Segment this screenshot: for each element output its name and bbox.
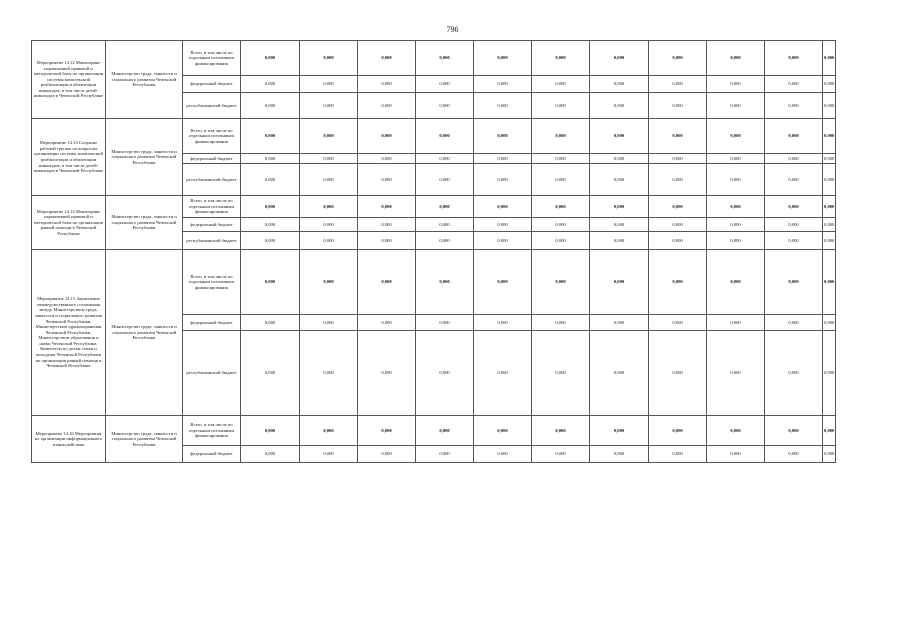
- amount-cell: 0,000: [532, 331, 590, 416]
- amount-cell: 0,000: [590, 154, 649, 164]
- amount-cell: 0,000: [707, 93, 765, 119]
- amount-cell: 0,000: [649, 315, 707, 331]
- amount-cell: 0,000: [707, 331, 765, 416]
- amount-cell: 0,000: [532, 154, 590, 164]
- amount-cell: 0,000: [474, 119, 532, 154]
- funding-source: федеральный бюджет: [183, 218, 241, 232]
- amount-cell: 0,000: [823, 93, 836, 119]
- amount-cell: 0,000: [707, 232, 765, 250]
- amount-cell: 0,000: [590, 331, 649, 416]
- table-row: [32, 196, 836, 218]
- amount-cell: 0,000: [532, 196, 590, 218]
- amount-cell: 0,000: [532, 164, 590, 196]
- amount-cell: 0,000: [707, 446, 765, 463]
- amount-cell: 0,000: [474, 250, 532, 315]
- measure-title: Мероприятие 14.14 Мониторинг нормативной правовой и методической базы по организации ранней помощи в Чеченской Республике: [32, 196, 106, 250]
- amount-cell: 0,000: [474, 154, 532, 164]
- amount-cell: 0,000: [300, 154, 358, 164]
- amount-cell: 0,000: [300, 416, 358, 446]
- amount-cell: 0,000: [241, 196, 300, 218]
- amount-cell: 0,000: [416, 315, 474, 331]
- amount-cell: 0,000: [649, 416, 707, 446]
- amount-cell: 0,000: [241, 446, 300, 463]
- funding-source: федеральный бюджет: [183, 446, 241, 463]
- amount-cell: 0,000: [765, 119, 823, 154]
- funding-source: Всего, в том числе по отдельным источникам финансирования: [183, 41, 241, 76]
- amount-cell: 0,000: [416, 76, 474, 93]
- amount-cell: 0,000: [358, 250, 416, 315]
- amount-cell: 0,000: [590, 232, 649, 250]
- amount-cell: 0,000: [300, 93, 358, 119]
- amount-cell: 0,000: [300, 41, 358, 76]
- amount-cell: 0,000: [416, 232, 474, 250]
- amount-cell: 0,000: [707, 315, 765, 331]
- amount-cell: 0,000: [649, 164, 707, 196]
- amount-cell: 0,000: [474, 331, 532, 416]
- amount-cell: 0,000: [765, 164, 823, 196]
- amount-cell: 0,000: [358, 76, 416, 93]
- amount-cell: 0,000: [474, 218, 532, 232]
- amount-cell: 0,000: [765, 196, 823, 218]
- amount-cell: 0,000: [474, 232, 532, 250]
- amount-cell: 0,000: [765, 41, 823, 76]
- amount-cell: 0,000: [590, 218, 649, 232]
- amount-cell: 0,000: [765, 250, 823, 315]
- amount-cell: 0,000: [823, 76, 836, 93]
- amount-cell: 0,000: [707, 154, 765, 164]
- amount-cell: 0,000: [241, 76, 300, 93]
- amount-cell: 0,000: [241, 232, 300, 250]
- budget-table: [31, 40, 836, 463]
- amount-cell: 0,000: [765, 416, 823, 446]
- amount-cell: 0,000: [823, 154, 836, 164]
- funding-source: республиканский бюджет: [183, 232, 241, 250]
- amount-cell: 0,000: [765, 232, 823, 250]
- amount-cell: 0,000: [649, 41, 707, 76]
- amount-cell: 0,000: [474, 164, 532, 196]
- measure-title: Мероприятие 14.15 Заключение межведомственного соглашения между Министерством труда, занятости и социального развития Чеченской Республики, Министерством здравоохранения Чеченской Республики, Министерством образования и науки Чеченской Республики, Комитетом по делам семьи и молодежи Чеченской Республики по организации ранней помощи в Чеченской Республике: [32, 250, 106, 416]
- amount-cell: 0,000: [241, 154, 300, 164]
- amount-cell: 0,000: [707, 250, 765, 315]
- funding-source: республиканский бюджет: [183, 93, 241, 119]
- responsible-executor: Министерство труда, занятости и социального развития Чеченской Республики: [106, 41, 183, 119]
- responsible-executor: Министерство труда, занятости и социального развития Чеченской Республики: [106, 250, 183, 416]
- amount-cell: 0,000: [358, 218, 416, 232]
- amount-cell: 0,000: [300, 76, 358, 93]
- amount-cell: 0,000: [765, 218, 823, 232]
- amount-cell: 0,000: [765, 315, 823, 331]
- amount-cell: 0,000: [823, 196, 836, 218]
- amount-cell: 0,000: [358, 196, 416, 218]
- funding-source: Всего, в том числе по отдельным источникам финансирования: [183, 196, 241, 218]
- amount-cell: 0,000: [358, 446, 416, 463]
- amount-cell: 0,000: [649, 76, 707, 93]
- amount-cell: 0,000: [765, 76, 823, 93]
- amount-cell: 0,000: [649, 119, 707, 154]
- funding-source: Всего, в том числе по отдельным источникам финансирования: [183, 416, 241, 446]
- amount-cell: 0,000: [590, 76, 649, 93]
- amount-cell: 0,000: [358, 154, 416, 164]
- amount-cell: 0,000: [416, 154, 474, 164]
- amount-cell: 0,000: [300, 218, 358, 232]
- amount-cell: 0,000: [707, 164, 765, 196]
- table-row: [32, 41, 836, 76]
- amount-cell: 0,000: [358, 93, 416, 119]
- amount-cell: 0,000: [532, 218, 590, 232]
- amount-cell: 0,000: [823, 331, 836, 416]
- measure-title: Мероприятие 14.16 Мероприятия по организации информационного взаимодействия: [32, 416, 106, 463]
- measure-title: Мероприятие 14.12 Мониторинг нормативной правовой и методической базы по организации системы комплексной реабилитации и абилитации инвалидов, в том числе детей-инвалидов в Чеченской Республике: [32, 41, 106, 119]
- amount-cell: 0,000: [241, 331, 300, 416]
- amount-cell: 0,000: [532, 315, 590, 331]
- amount-cell: 0,000: [358, 416, 416, 446]
- amount-cell: 0,000: [649, 331, 707, 416]
- amount-cell: 0,000: [823, 232, 836, 250]
- amount-cell: 0,000: [765, 446, 823, 463]
- amount-cell: 0,000: [649, 250, 707, 315]
- amount-cell: 0,000: [416, 93, 474, 119]
- amount-cell: 0,000: [358, 41, 416, 76]
- amount-cell: 0,000: [358, 331, 416, 416]
- funding-source: федеральный бюджет: [183, 154, 241, 164]
- amount-cell: 0,000: [707, 218, 765, 232]
- amount-cell: 0,000: [474, 446, 532, 463]
- amount-cell: 0,000: [707, 196, 765, 218]
- amount-cell: 0,000: [474, 315, 532, 331]
- amount-cell: 0,000: [241, 93, 300, 119]
- amount-cell: 0,000: [416, 416, 474, 446]
- amount-cell: 0,000: [241, 250, 300, 315]
- amount-cell: 0,000: [649, 218, 707, 232]
- funding-source: республиканский бюджет: [183, 331, 241, 416]
- funding-source: федеральный бюджет: [183, 315, 241, 331]
- amount-cell: 0,000: [416, 164, 474, 196]
- page-number: 796: [446, 25, 459, 34]
- table-row: [32, 250, 836, 315]
- amount-cell: 0,000: [474, 93, 532, 119]
- amount-cell: 0,000: [241, 41, 300, 76]
- amount-cell: 0,000: [532, 93, 590, 119]
- funding-source: республиканский бюджет: [183, 164, 241, 196]
- amount-cell: 0,000: [649, 232, 707, 250]
- responsible-executor: Министерство труда, занятости и социального развития Чеченской Республики: [106, 196, 183, 250]
- amount-cell: 0,000: [649, 196, 707, 218]
- amount-cell: 0,000: [590, 446, 649, 463]
- funding-source: Всего, в том числе по отдельным источникам финансирования: [183, 250, 241, 315]
- amount-cell: 0,000: [707, 41, 765, 76]
- funding-source: Всего, в том числе по отдельным источникам финансирования: [183, 119, 241, 154]
- amount-cell: 0,000: [649, 93, 707, 119]
- amount-cell: 0,000: [300, 119, 358, 154]
- amount-cell: 0,000: [590, 41, 649, 76]
- amount-cell: 0,000: [241, 315, 300, 331]
- measure-title: Мероприятие 14.13 Создание рабочей группы по вопросам организации системы комплексной реабилитации и абилитации инвалидов, в том числе детей-инвалидов в Чеченской Республике: [32, 119, 106, 196]
- amount-cell: 0,000: [532, 416, 590, 446]
- amount-cell: 0,000: [765, 93, 823, 119]
- amount-cell: 0,000: [765, 154, 823, 164]
- amount-cell: 0,000: [416, 331, 474, 416]
- amount-cell: 0,000: [416, 446, 474, 463]
- amount-cell: 0,000: [300, 164, 358, 196]
- responsible-executor: Министерство труда, занятости и социального развития Чеченской Республики: [106, 416, 183, 463]
- amount-cell: 0,000: [474, 196, 532, 218]
- amount-cell: 0,000: [532, 76, 590, 93]
- funding-source: федеральный бюджет: [183, 76, 241, 93]
- amount-cell: 0,000: [241, 119, 300, 154]
- amount-cell: 0,000: [416, 41, 474, 76]
- amount-cell: 0,000: [590, 93, 649, 119]
- amount-cell: 0,000: [474, 76, 532, 93]
- amount-cell: 0,000: [358, 232, 416, 250]
- amount-cell: 0,000: [300, 315, 358, 331]
- amount-cell: 0,000: [300, 250, 358, 315]
- amount-cell: 0,000: [823, 416, 836, 446]
- amount-cell: 0,000: [823, 250, 836, 315]
- amount-cell: 0,000: [590, 416, 649, 446]
- amount-cell: 0,000: [590, 315, 649, 331]
- table-row: [32, 416, 836, 446]
- amount-cell: 0,000: [358, 119, 416, 154]
- amount-cell: 0,000: [823, 315, 836, 331]
- amount-cell: 0,000: [358, 164, 416, 196]
- amount-cell: 0,000: [590, 119, 649, 154]
- amount-cell: 0,000: [300, 331, 358, 416]
- amount-cell: 0,000: [416, 196, 474, 218]
- amount-cell: 0,000: [707, 119, 765, 154]
- amount-cell: 0,000: [241, 164, 300, 196]
- amount-cell: 0,000: [649, 446, 707, 463]
- amount-cell: 0,000: [241, 218, 300, 232]
- amount-cell: 0,000: [532, 446, 590, 463]
- amount-cell: 0,000: [590, 250, 649, 315]
- amount-cell: 0,000: [532, 232, 590, 250]
- amount-cell: 0,000: [416, 119, 474, 154]
- responsible-executor: Министерство труда, занятости и социального развития Чеченской Республики: [106, 119, 183, 196]
- amount-cell: 0,000: [823, 218, 836, 232]
- amount-cell: 0,000: [300, 446, 358, 463]
- amount-cell: 0,000: [532, 119, 590, 154]
- amount-cell: 0,000: [532, 250, 590, 315]
- amount-cell: 0,000: [532, 41, 590, 76]
- amount-cell: 0,000: [590, 196, 649, 218]
- amount-cell: 0,000: [474, 416, 532, 446]
- amount-cell: 0,000: [649, 154, 707, 164]
- amount-cell: 0,000: [765, 331, 823, 416]
- amount-cell: 0,000: [823, 164, 836, 196]
- amount-cell: 0,000: [241, 416, 300, 446]
- table-row: [32, 119, 836, 154]
- amount-cell: 0,000: [300, 196, 358, 218]
- amount-cell: 0,000: [474, 41, 532, 76]
- amount-cell: 0,000: [823, 41, 836, 76]
- amount-cell: 0,000: [823, 119, 836, 154]
- amount-cell: 0,000: [300, 232, 358, 250]
- amount-cell: 0,000: [416, 250, 474, 315]
- amount-cell: 0,000: [707, 76, 765, 93]
- amount-cell: 0,000: [590, 164, 649, 196]
- amount-cell: 0,000: [358, 315, 416, 331]
- amount-cell: 0,000: [707, 416, 765, 446]
- amount-cell: 0,000: [823, 446, 836, 463]
- amount-cell: 0,000: [416, 218, 474, 232]
